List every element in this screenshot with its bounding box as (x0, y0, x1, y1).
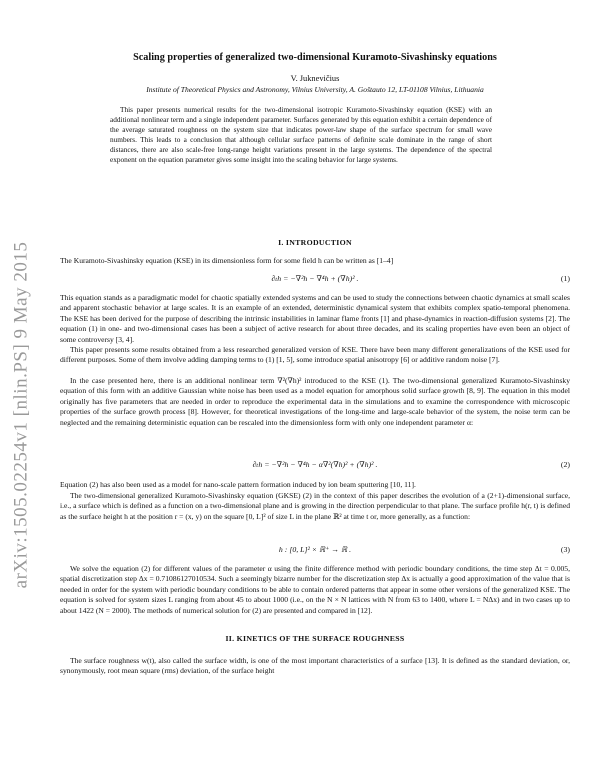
paper-title: Scaling properties of generalized two-dimensional Kuramoto-Sivashinsky equations (133, 52, 497, 63)
paragraph-intro-2: This equation stands as a paradigmatic model for chaotic spatially extended systems and can be used to study the connections between chaotic dynamics at small scales and apparent stochastic behavior at large scales. It is an example of an extended, deterministic dynamical system that exhibits complex spatio-temporal phenomena. The KSE has been derived for the purpose of describing the intrinsic instabilities in laminar flame fronts [1] and phase-dynamics in reaction-diffusion systems [2]. The equation (1) in one- and two-dimensional cases has been a subject of active research for about three decades, and its scaling properties have even been an object of some controversy [3, 4]. (60, 293, 570, 344)
equation-3 (60, 545, 570, 557)
section-heading-introduction: I. INTRODUCTION (278, 238, 352, 247)
arxiv-stamp (6, 200, 36, 630)
paragraph-intro-5: Equation (2) has also been used as a model for nano-scale pattern formation induced by ion beam sputtering [10, 11]. (60, 480, 416, 489)
paragraph-intro-6: The two-dimensional generalized Kuramoto-Sivashinsky equation (GKSE) (2) in the context of this paper describes the evolution of a (2+1)-dimensional surface, i.e., a surface which is defined as a function on a two-dimensional plane and is growing in the direction perpendicular to that plane. The surface profile h(r, t) is defined as the surface height h at the position r = (x, y) on the square [0, L]² of size L in the plane ℝ² at time t or, more generally, as a function: (60, 491, 570, 521)
equation-3-body: h : [0, L]² × ℝ⁺ → ℝ . (278, 545, 352, 554)
arxiv-stamp-text: arXiv:1505.02254v1 [nlin.PS] 9 May 2015 (10, 241, 31, 589)
equation-3-number: (3) (560, 545, 570, 554)
paragraph-intro-7: We solve the equation (2) for different values of the parameter α using the finite difference method with periodic boundary conditions, the time step Δt = 0.005, spatial discretization step Δx = 0.71086127010534. Such a seemingly bizarre number for the discretization step Δx is actually a good approximation of the value that is needed in order for the system with periodic boundary conditions to be able to contain ordered patterns that appear in some other versions of the generalized KSE. The equation is solved for system sizes L ranging from about 45 to about 1000 (i.e., on the N × N lattices with N from 63 to 1400, where L = NΔx) and in two cases up to about 1422 (N = 2000). The methods of numerical solution for (2) are presented and compared in [12]. (60, 564, 570, 615)
section-heading-kinetics: II. KINETICS OF THE SURFACE ROUGHNESS (225, 634, 405, 643)
equation-2-number: (2) (560, 460, 570, 469)
affiliation: Institute of Theoretical Physics and Astronomy, Vilnius University, A. Goštauto 12, LT-01108 Vilnius, Lithuania (146, 85, 484, 94)
equation-2-body: ∂ₜh = −∇²h − ∇⁴h − α∇²(∇h)² + (∇h)² . (252, 460, 378, 469)
equation-1-body: ∂ₜh = −∇²h − ∇⁴h + (∇h)² . (271, 274, 359, 283)
abstract: This paper presents numerical results for the two-dimensional isotropic Kuramoto-Sivashinsky equation (KSE) with an additional nonlinear term and a single independent parameter. Surfaces generated by this equation exhibit a certain dependence of the average saturated roughness on the system size that indicates power-law shape of the surface spectrum for small wave numbers. This leads to a conclusion that although cellular surface patterns of definite scale dominate in the range of short distances, there are also scale-free long-range height variations present in the large systems. The dependence of the spectral exponent on the equation parameter gives some insight into the scaling behavior for large systems. (110, 105, 492, 164)
equation-2 (60, 460, 570, 472)
paragraph-intro-4: In the case presented here, there is an additional nonlinear term ∇²(∇h)² introduced to the KSE (1). The two-dimensional generalized Kuramoto-Sivashinsky equation of this form with an additive Gaussian white noise has been used as a model equation for amorphous solid surface growth [8, 9]. The equation in this model originally has five parameters that are needed in order to reproduce the experimental data in the simulations and to examine the correspondence with microscopic properties of the surface growth process [8]. However, for theoretical investigations of the long-time and large-scale behavior of the system, the noise term can be neglected and the remaining deterministic equation can be rescaled into the dimensionless form with only one independent parameter α: (60, 376, 570, 427)
paragraph-intro-3: This paper presents some results obtained from a less researched generalized version of KSE. There have been many different generalizations of the KSE used for different purposes. Some of them involve adding damping terms to (1) [1, 5], some introduce spatial anisotropy [6] or additive random noise [7]. (60, 345, 570, 365)
paragraph-intro-1: The Kuramoto-Sivashinsky equation (KSE) in its dimensionless form for some field h can be written as [1–4] (60, 256, 394, 265)
paragraph-kinetics-1: The surface roughness w(t), also called the surface width, is one of the most important characteristics of a surface [13]. It is defined as the standard deviation, or, synonymously, root mean square (rms) deviation, of the surface height (60, 656, 570, 676)
equation-1 (60, 274, 570, 286)
author: V. Juknevičius (290, 74, 340, 83)
equation-1-number: (1) (560, 274, 570, 283)
